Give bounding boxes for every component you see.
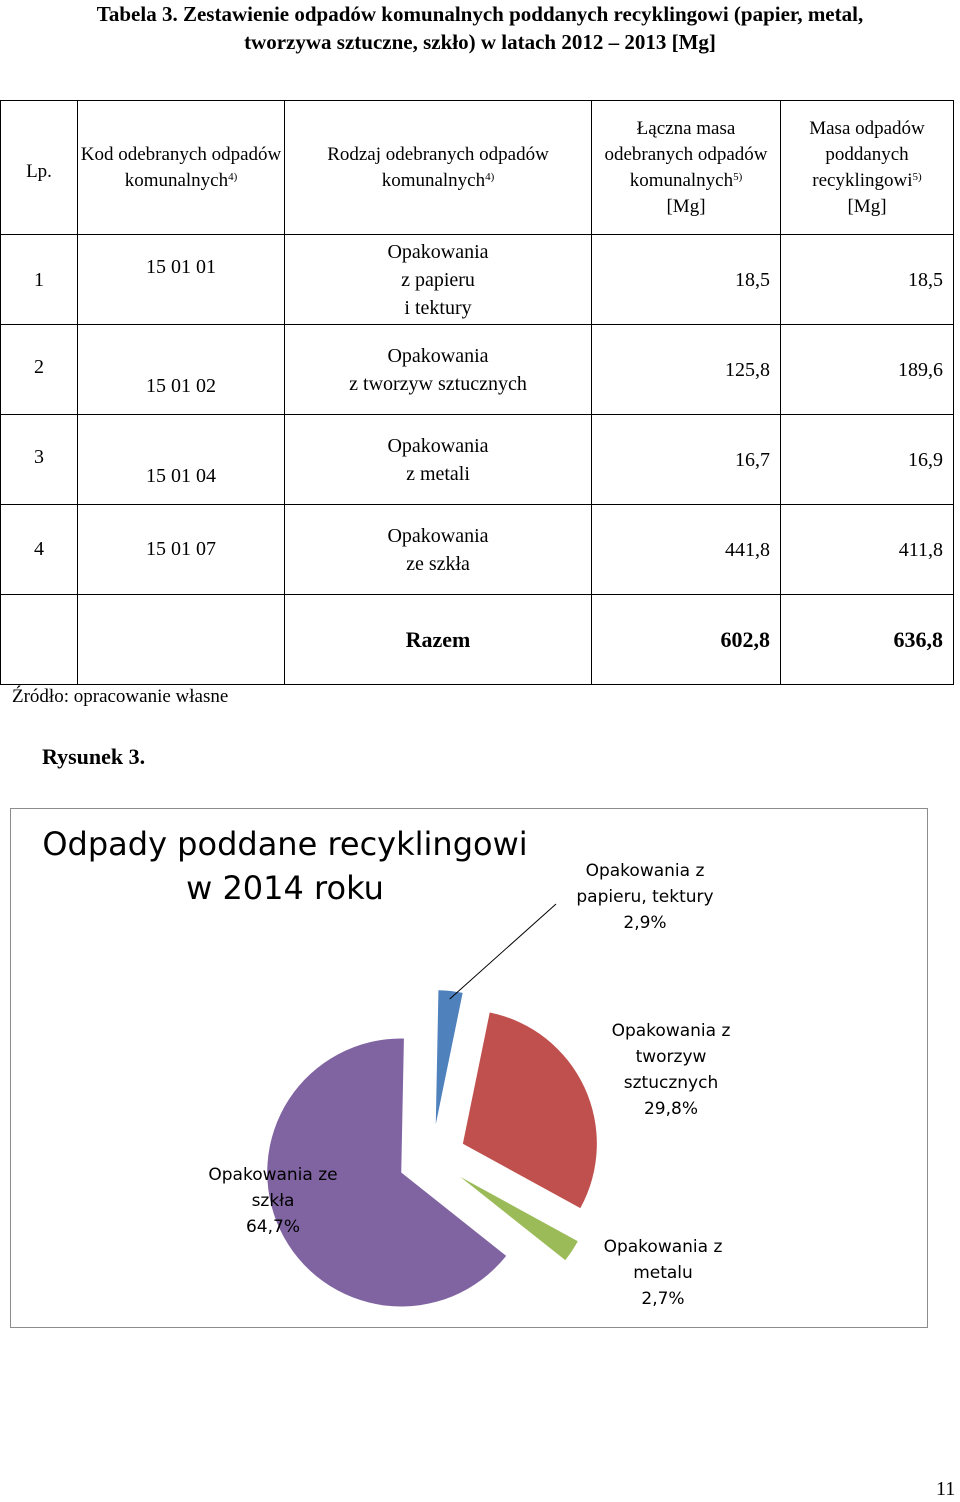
cell-masa: 411,8 [781,505,954,595]
cell-masa: 16,9 [781,415,954,505]
cell-rodzaj: Opakowania z tworzyw sztucznych [285,325,592,415]
header-lp: Lp. [1,101,78,235]
pie-slice-paper [436,990,463,1124]
cell-laczna: 125,8 [592,325,781,415]
table-source: Źródło: opracowanie własne [12,686,229,707]
leader-line [450,904,556,999]
header-kod: Kod odebranych odpadów komunalnych$^{4)}$ [78,101,285,235]
cell-masa: 189,6 [781,325,954,415]
total-label: Razem [285,595,592,685]
slice-label-glass: Opakowania ze szkła 64,7% [208,1165,338,1237]
cell-rodzaj: Opakowania ze szkła [285,505,592,595]
cell-laczna: 18,5 [592,235,781,325]
header-masa: Masa odpadów poddanych recyklingowi$^{5)}$ [Mg] [781,101,954,235]
cell-kod: 15 01 07 [78,505,285,595]
total-masa: 636,8 [781,595,954,685]
cell-lp: 1 [1,235,78,325]
cell-rodzaj: Opakowania z papieru i tektury [285,235,592,325]
cell-laczna: 441,8 [592,505,781,595]
cell-lp: 4 [1,505,78,595]
cell-lp: 2 [1,325,78,415]
header-rodzaj: Rodzaj odebranych odpadów komunalnych$^{4)}$ [285,101,592,235]
table-caption-line-1: Tabela 3. Zestawienie odpadów komunalnych poddanych recyklingowi (papier, metal, [96,2,864,26]
slice-label-metal: Opakowania z metalu 2,7% [603,1237,723,1309]
pie-slice-plastic [463,1012,597,1208]
figure-label: Rysunek 3. [42,744,146,769]
slice-label-plastic: Opakowania z tworzyw sztucznych 29,8% [611,1021,731,1119]
cell-kod: 15 01 02 [78,325,285,415]
table-caption-line-2: tworzywa sztuczne, szkło) w latach 2012 – 2013 [Mg] [244,30,716,54]
cell-rodzaj: Opakowania z metali [285,415,592,505]
cell-lp: 3 [1,415,78,505]
page-number: 11 [936,1478,956,1500]
header-laczna: Łączna masa odebranych odpadów komunalnych$^{5)}$ [Mg] [592,101,781,235]
cell-kod: 15 01 04 [78,415,285,505]
cell-kod: 15 01 01 [78,235,285,325]
slice-label-paper: Opakowania z papieru, tektury 2,9% [576,861,714,933]
cell-masa: 18,5 [781,235,954,325]
chart-title: Odpady poddane recyklingowi w 2014 roku [42,825,528,907]
cell-laczna: 16,7 [592,415,781,505]
total-laczna: 602,8 [592,595,781,685]
